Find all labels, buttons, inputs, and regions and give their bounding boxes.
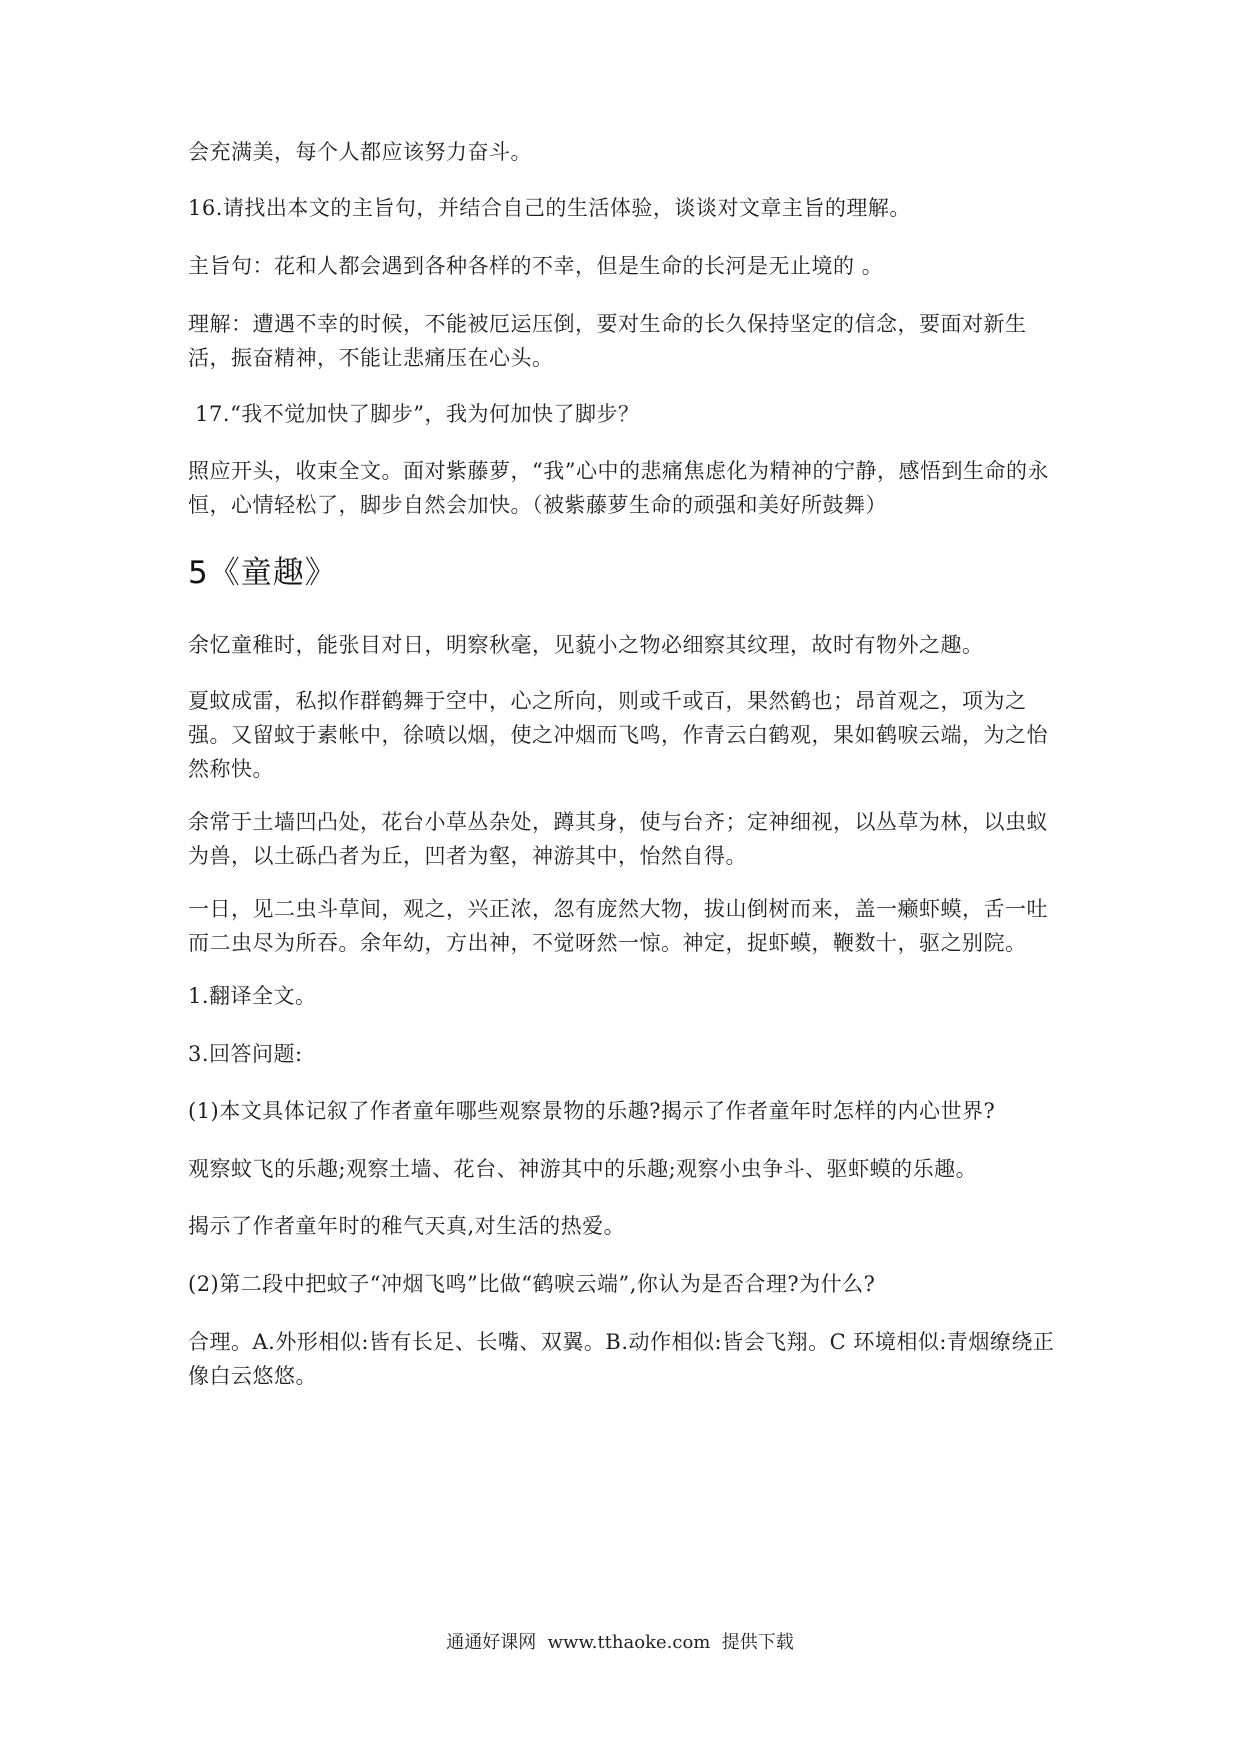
question-17: 17.“我不觉加快了脚步”，我为何加快了脚步？ xyxy=(188,402,640,426)
answer-understanding: 理解：遭遇不幸的时候，不能被厄运压倒，要对生命的长久保持坚定的信念，要面对新生活，振奋精神，不能让悲痛压在心头。 xyxy=(188,312,1027,370)
answer-1a: 观察蚊飞的乐趣;观察土墙、花台、神游其中的乐趣;观察小虫争斗、驱虾蟆的乐趣。 xyxy=(188,1157,978,1181)
answer-1b: 揭示了作者童年时的稚气天真,对生活的热爱。 xyxy=(188,1214,626,1238)
question-16: 16.请找出本文的主旨句，并结合自己的生活体验，谈谈对文章主旨的理解。 xyxy=(188,196,911,220)
text-paragraph-1: 余忆童稚时，能张目对日，明察秋毫，见藐小之物必细察其纹理，故时有物外之趣。 xyxy=(188,633,984,657)
answer-17: 照应开头，收束全文。面对紫藤萝，“我”心中的悲痛焦虑化为精神的宁静，感悟到生命的永恒，心情轻松了，脚步自然会加快。（被紫藤萝生命的顽强和美好所鼓舞） xyxy=(188,459,1049,517)
answer-2: 合理。A.外形相似:皆有长足、长嘴、双翼。B.动作相似:皆会飞翔。C 环境相似:青烟缭绕正像白云悠悠。 xyxy=(188,1330,1055,1388)
answer-theme-sentence: 主旨句：花和人都会遇到各种各样的不幸，但是生命的长河是无止境的 。 xyxy=(188,254,884,278)
section-heading: 5《童趣》 xyxy=(188,555,337,591)
question-1: (1)本文具体记叙了作者童年哪些观察景物的乐趣?揭示了作者童年时怎样的内心世界? xyxy=(188,1099,996,1123)
page-footer: 通通好课网 www.tthaoke.com 提供下载 xyxy=(446,1632,794,1653)
text-paragraph-2: 夏蚊成雷，私拟作群鹤舞于空中，心之所向，则或千或百，果然鹤也；昂首观之，项为之强。又留蚊于素帐中，徐喷以烟，使之冲烟而飞鸣，作青云白鹤观，果如鹤唳云端，为之怡然称快。 xyxy=(188,689,1048,781)
text-paragraph-3: 余常于土墙凹凸处，花台小草丛杂处，蹲其身，使与台齐；定神细视，以丛草为林，以虫蚁为兽，以土砾凸者为丘，凹者为壑，神游其中，怡然自得。 xyxy=(188,810,1048,868)
paragraph: 会充满美，每个人都应该努力奋斗。 xyxy=(188,140,532,164)
question-answer-heading: 3.回答问题: xyxy=(188,1042,303,1066)
question-translate: 1.翻译全文。 xyxy=(188,984,317,1008)
text-paragraph-4: 一日，见二虫斗草间，观之，兴正浓，忽有庞然大物，拔山倒树而来，盖一癞虾蟆，舌一吐而二虫尽为所吞。余年幼，方出神，不觉呀然一惊。神定，捉虾蟆，鞭数十，驱之别院。 xyxy=(188,897,1048,955)
question-2: (2)第二段中把蚊子“冲烟飞鸣”比做“鹤唳云端”,你认为是否合理?为什么? xyxy=(188,1272,876,1296)
